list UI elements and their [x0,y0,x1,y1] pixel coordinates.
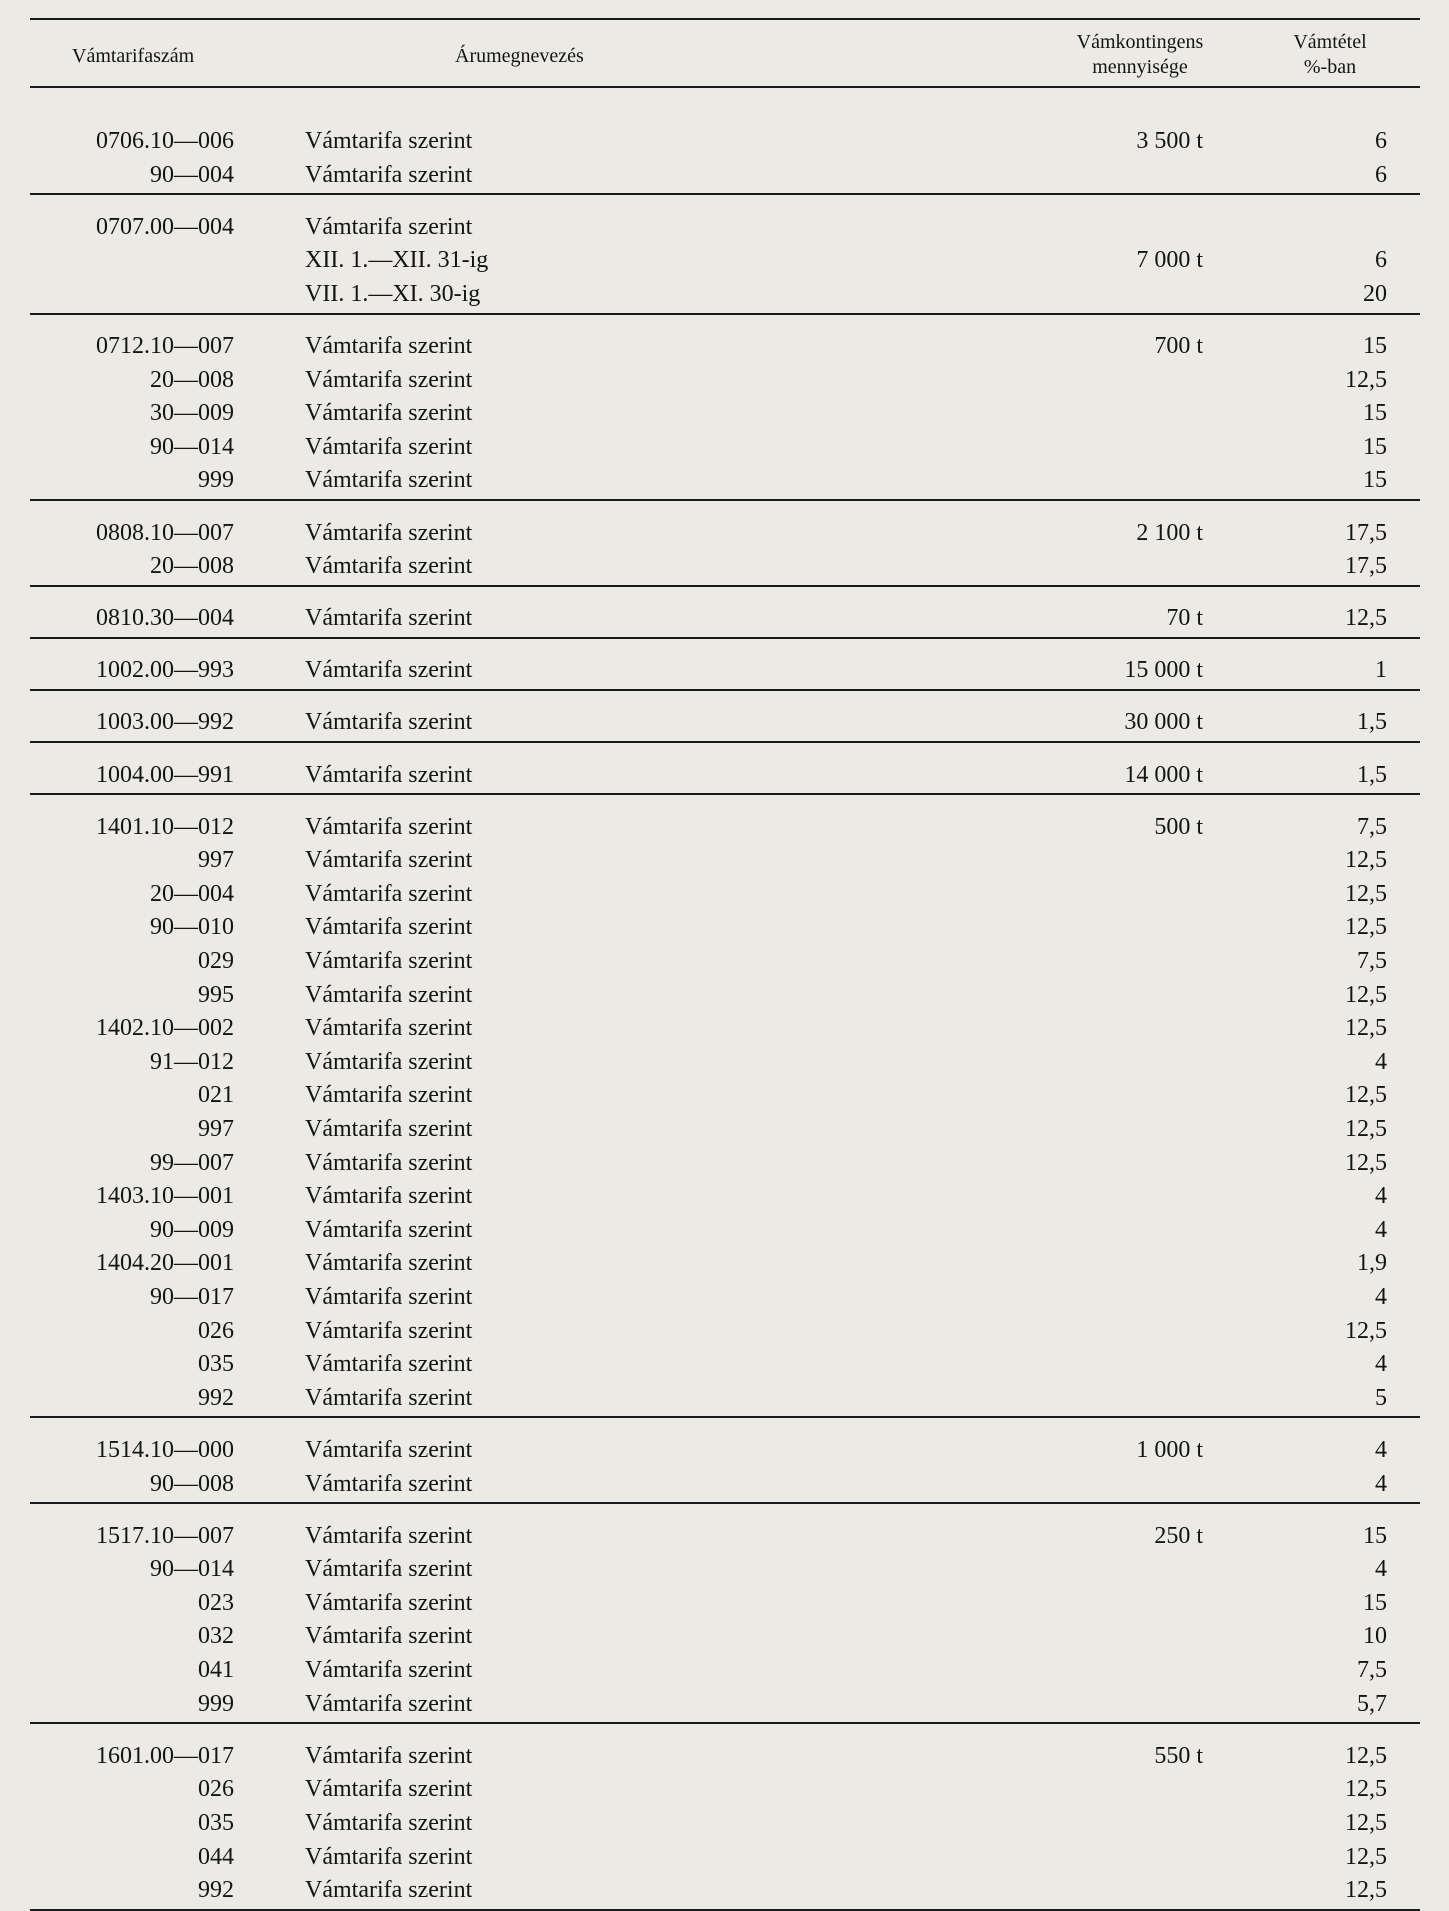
table-row [0,1772,1449,1806]
tariff-code: 0808.10—007 [96,519,234,546]
table-row [0,1586,1449,1620]
table-row [0,516,1449,550]
tariff-code: 0712.10—007 [96,333,234,359]
table-row [0,1045,1449,1079]
item-description: Vámtarifa szerint [305,709,473,736]
duty-rate: 15 [1363,1589,1387,1616]
tariff-code: 1404.20—001 [96,1250,234,1277]
item-description: Vámtarifa szerint [305,128,473,154]
item-description: Vámtarifa szerint [305,333,473,359]
duty-rate: 6 [1375,128,1387,154]
quota-quantity: 2 100 t [1136,519,1203,546]
item-description: Vámtarifa szerint [305,1843,473,1870]
quota-quantity: 550 t [1154,1742,1203,1769]
tariff-code: 0707.00—004 [96,213,234,240]
tariff-code: 997 [198,847,234,874]
tariff-code: 20—008 [150,366,234,393]
table-row [0,601,1449,635]
duty-rate: 12,5 [1345,1149,1387,1176]
item-description: Vámtarifa szerint [305,948,473,974]
duty-rate: 12,5 [1345,1015,1387,1042]
duty-rate: 15 [1363,467,1387,494]
item-description: Vámtarifa szerint [305,1690,473,1717]
item-description: Vámtarifa szerint [305,519,473,546]
item-description: VII. 1.—XI. 30-ig [305,280,481,307]
tariff-code: 90—009 [150,1216,234,1243]
item-description: Vámtarifa szerint [305,1250,473,1277]
header-col-desc: Árumegnevezés [455,45,584,67]
item-description: Vámtarifa szerint [305,1742,473,1769]
tariff-code: 1004.00—991 [96,761,234,788]
table-row [0,1112,1449,1146]
tariff-code: 997 [198,1116,234,1142]
item-description: Vámtarifa szerint [305,880,473,907]
duty-rate: 12,5 [1345,1877,1387,1904]
item-description: Vámtarifa szerint [305,1436,473,1463]
table-row [0,1347,1449,1381]
tariff-code: 90—017 [150,1284,234,1310]
tariff-code: 20—008 [150,553,234,580]
item-description: Vámtarifa szerint [305,1048,473,1075]
duty-rate: 4 [1375,1284,1387,1310]
item-description: XII. 1.—XII. 31-ig [305,247,489,274]
tariff-code: 1003.00—992 [96,709,234,736]
item-description: Vámtarifa szerint [305,813,473,840]
table-row [0,978,1449,1012]
duty-rate: 12,5 [1345,1809,1387,1836]
table-row [0,843,1449,877]
table-row [0,810,1449,844]
tariff-code: 021 [198,1082,234,1109]
tariff-code: 026 [198,1317,234,1344]
table-row [0,463,1449,497]
item-description: Vámtarifa szerint [305,161,473,188]
item-description: Vámtarifa szerint [305,467,473,494]
table-row [0,329,1449,363]
table-row [0,1314,1449,1348]
duty-rate: 12,5 [1345,914,1387,941]
tariff-code: 0706.10—006 [96,128,234,154]
table-row [0,210,1449,244]
tariff-code: 0810.30—004 [96,605,234,632]
quota-quantity: 7 000 t [1136,247,1203,274]
tariff-code: 044 [198,1843,234,1870]
top-rule [30,18,1420,20]
duty-rate: 12,5 [1345,981,1387,1008]
table-row [0,277,1449,311]
duty-rate: 1,9 [1357,1250,1387,1277]
item-description: Vámtarifa szerint [305,847,473,874]
tariff-code: 995 [198,981,234,1008]
duty-rate: 12,5 [1345,1082,1387,1109]
table-row [0,1519,1449,1553]
table-row [0,549,1449,583]
item-description: Vámtarifa szerint [305,1082,473,1109]
tariff-code: 1514.10—000 [96,1436,234,1463]
duty-rate: 1 [1375,657,1387,684]
duty-rate: 10 [1363,1623,1387,1650]
duty-rate: 4 [1375,1048,1387,1075]
duty-rate: 4 [1375,1436,1387,1463]
tariff-code: 1402.10—002 [96,1015,234,1042]
duty-rate: 20 [1363,280,1387,307]
tariff-code: 1601.00—017 [96,1742,234,1769]
item-description: Vámtarifa szerint [305,1556,473,1583]
quota-quantity: 700 t [1154,333,1203,359]
table-row [0,363,1449,397]
duty-rate: 15 [1363,433,1387,460]
tariff-code: 90—014 [150,1556,234,1583]
quota-quantity: 30 000 t [1124,709,1203,736]
header-col-code: Vámtarifaszám [72,45,195,67]
table-row [0,1739,1449,1773]
duty-rate: 1,5 [1357,709,1387,736]
header-rule [30,86,1420,88]
group-separator [30,1722,1420,1724]
table-row [0,1552,1449,1586]
duty-rate: 4 [1375,1183,1387,1210]
item-description: Vámtarifa szerint [305,1015,473,1042]
table-row [0,1078,1449,1112]
duty-rate: 12,5 [1345,366,1387,393]
table-row [0,1381,1449,1415]
item-description: Vámtarifa szerint [305,1216,473,1243]
duty-rate: 17,5 [1345,553,1387,580]
item-description: Vámtarifa szerint [305,981,473,1008]
table-row [0,1467,1449,1501]
duty-rate: 12,5 [1345,605,1387,632]
item-description: Vámtarifa szerint [305,1470,473,1497]
tariff-code: 1517.10—007 [96,1522,234,1549]
tariff-code: 035 [198,1809,234,1836]
item-description: Vámtarifa szerint [305,1116,473,1142]
table-row [0,158,1449,192]
item-description: Vámtarifa szerint [305,657,473,684]
item-description: Vámtarifa szerint [305,1183,473,1210]
item-description: Vámtarifa szerint [305,761,473,788]
tariff-code: 99—007 [150,1149,234,1176]
table-row [0,1246,1449,1280]
group-separator [30,637,1420,639]
table-row [0,758,1449,792]
table-row [0,1280,1449,1314]
item-description: Vámtarifa szerint [305,1317,473,1344]
quota-quantity: 70 t [1166,605,1203,632]
quota-quantity: 14 000 t [1124,761,1203,788]
header-col-qty-line1: Vámkontingens [1076,31,1204,53]
duty-rate: 17,5 [1345,519,1387,546]
table-row [0,1806,1449,1840]
item-description: Vámtarifa szerint [305,914,473,941]
tariff-code: 032 [198,1623,234,1650]
tariff-code: 1002.00—993 [96,657,234,684]
tariff-code: 023 [198,1589,234,1616]
group-separator [30,741,1420,743]
item-description: Vámtarifa szerint [305,1351,473,1378]
table-row [0,1840,1449,1874]
quota-quantity: 3 500 t [1136,128,1203,154]
tariff-code: 035 [198,1351,234,1378]
group-separator [30,1909,1420,1911]
duty-rate: 4 [1375,1351,1387,1378]
tariff-code: 90—008 [150,1470,234,1497]
table-row [0,396,1449,430]
table-row [0,1653,1449,1687]
duty-rate: 15 [1363,400,1387,427]
table-row [0,653,1449,687]
item-description: Vámtarifa szerint [305,366,473,393]
duty-rate: 12,5 [1345,880,1387,907]
duty-rate: 15 [1363,333,1387,359]
group-separator [30,585,1420,587]
quota-quantity: 250 t [1154,1522,1203,1549]
tariff-code: 992 [198,1384,234,1411]
item-description: Vámtarifa szerint [305,1384,473,1411]
item-description: Vámtarifa szerint [305,1877,473,1904]
tariff-code: 029 [198,948,234,974]
quota-quantity: 1 000 t [1136,1436,1203,1463]
duty-rate: 5 [1375,1384,1387,1411]
item-description: Vámtarifa szerint [305,433,473,460]
table-row [0,430,1449,464]
tariff-code: 999 [198,1690,234,1717]
group-separator [30,193,1420,195]
duty-rate: 7,5 [1357,948,1387,974]
table-row [0,1179,1449,1213]
tariff-code: 1403.10—001 [96,1183,234,1210]
duty-rate: 5,7 [1357,1690,1387,1717]
item-description: Vámtarifa szerint [305,1149,473,1176]
tariff-code: 91—012 [150,1048,234,1075]
duty-rate: 6 [1375,161,1387,188]
duty-rate: 7,5 [1357,813,1387,840]
item-description: Vámtarifa szerint [305,605,473,632]
item-description: Vámtarifa szerint [305,1522,473,1549]
duty-rate: 7,5 [1357,1657,1387,1683]
group-separator [30,313,1420,315]
quota-quantity: 15 000 t [1124,657,1203,684]
quota-quantity: 500 t [1154,813,1203,840]
table-row [0,1619,1449,1653]
table-row [0,1146,1449,1180]
table-row [0,910,1449,944]
duty-rate: 12,5 [1345,1116,1387,1142]
duty-rate: 15 [1363,1522,1387,1549]
item-description: Vámtarifa szerint [305,213,473,240]
header-col-rate-line2: %-ban [1303,56,1357,78]
table-row [0,1011,1449,1045]
tariff-code: 041 [198,1657,234,1683]
duty-rate: 4 [1375,1556,1387,1583]
tariff-code: 992 [198,1877,234,1904]
group-separator [30,1416,1420,1418]
item-description: Vámtarifa szerint [305,400,473,427]
item-description: Vámtarifa szerint [305,1776,473,1803]
group-separator [30,689,1420,691]
tariff-code: 90—014 [150,433,234,460]
item-description: Vámtarifa szerint [305,1657,473,1683]
duty-rate: 1,5 [1357,761,1387,788]
duty-rate: 12,5 [1345,1776,1387,1803]
tariff-code: 30—009 [150,400,234,427]
table-row [0,1873,1449,1907]
item-description: Vámtarifa szerint [305,553,473,580]
table-row [0,944,1449,978]
table-row [0,1213,1449,1247]
table-row [0,124,1449,158]
duty-rate: 12,5 [1345,1317,1387,1344]
table-row [0,705,1449,739]
item-description: Vámtarifa szerint [305,1809,473,1836]
item-description: Vámtarifa szerint [305,1589,473,1616]
tariff-code: 1401.10—012 [96,813,234,840]
table-row [0,1687,1449,1721]
tariff-code: 026 [198,1776,234,1803]
duty-rate: 12,5 [1345,1742,1387,1769]
duty-rate: 4 [1375,1470,1387,1497]
tariff-code: 999 [198,467,234,494]
item-description: Vámtarifa szerint [305,1623,473,1650]
group-separator [30,793,1420,795]
group-separator [30,1502,1420,1504]
duty-rate: 6 [1375,247,1387,274]
table-row [0,1433,1449,1467]
header-col-qty-line2: mennyisége [1092,56,1188,78]
tariff-code: 20—004 [150,880,234,907]
tariff-code: 90—010 [150,914,234,941]
tariff-code: 90—004 [150,161,234,188]
table-row [0,877,1449,911]
header-col-rate-line1: Vámtétel [1293,31,1367,53]
item-description: Vámtarifa szerint [305,1284,473,1310]
table-row [0,243,1449,277]
duty-rate: 12,5 [1345,847,1387,874]
duty-rate: 12,5 [1345,1843,1387,1870]
duty-rate: 4 [1375,1216,1387,1243]
group-separator [30,499,1420,501]
